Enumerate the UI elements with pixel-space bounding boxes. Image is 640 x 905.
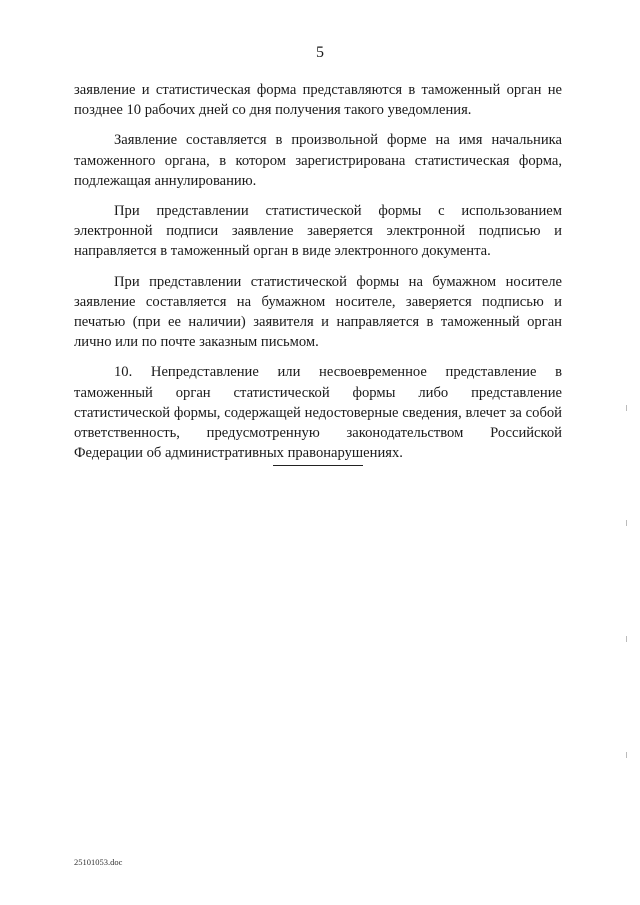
paragraph-paper-submission: При представлении статистической формы на бумажном носителе заявление составляется на бумажном носителе, заверяется подписью и печатью (при ее наличии) заявителя и направляется в таможенный орган лично или по почте заказным письмом. bbox=[74, 273, 562, 351]
scan-artifact bbox=[626, 752, 627, 758]
document-body bbox=[74, 80, 562, 473]
footer-file-name: 25101053.doc bbox=[74, 857, 123, 867]
paragraph-liability: 10. Непредставление или несвоевременное представление в таможенный орган статистической формы либо представление статистической формы, содержащей недостоверные сведения, влечет за собой ответственность, предусмотренную законодательством Российской Федерации об административных правонарушениях. bbox=[74, 364, 562, 462]
page-number: 5 bbox=[316, 44, 324, 61]
scan-artifact bbox=[626, 636, 627, 642]
end-separator-line bbox=[273, 465, 363, 466]
paragraph-electronic-signature: При представлении статистической формы с использованием электронной подписи заявление заверяется электронной подписью и направляется в таможенный орган в виде электронного документа. bbox=[74, 203, 562, 260]
paragraph-application-form: Заявление составляется в произвольной форме на имя начальника таможенного органа, в котором зарегистрирована статистическая форма, подлежащая аннулированию. bbox=[74, 132, 562, 189]
paragraph-continuation: заявление и статистическая форма представляются в таможенный орган не позднее 10 рабочих дней со дня получения такого уведомления. bbox=[74, 82, 562, 119]
scan-artifact bbox=[626, 520, 627, 526]
scan-artifact bbox=[626, 405, 627, 411]
